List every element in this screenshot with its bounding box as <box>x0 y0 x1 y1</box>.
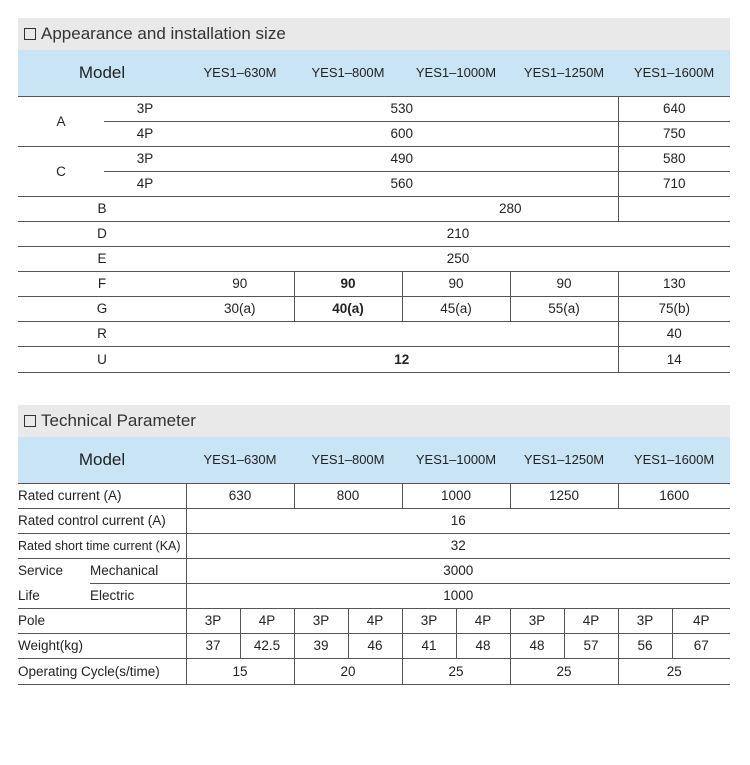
row-label-g: G <box>18 296 186 321</box>
value-cell: 4P <box>672 608 730 633</box>
value-cell: 280 <box>186 196 618 221</box>
value-cell: 640 <box>618 96 730 121</box>
table-row <box>18 196 730 221</box>
param-label: Life <box>18 583 90 608</box>
param-sublabel: Mechanical <box>90 558 186 583</box>
value-cell: 12 <box>186 346 618 372</box>
param-sublabel: Electric <box>90 583 186 608</box>
value-cell: 25 <box>618 658 730 684</box>
row-label-r: R <box>18 321 186 346</box>
row-label-u: U <box>18 346 186 372</box>
model-header: YES1–1600M <box>618 50 730 96</box>
table-row <box>18 96 730 121</box>
row-label-e: E <box>18 246 186 271</box>
value-cell: 210 <box>186 221 730 246</box>
model-header: YES1–1250M <box>510 50 618 96</box>
technical-table <box>18 437 730 685</box>
value-cell: 46 <box>348 633 402 658</box>
table-row <box>18 271 730 296</box>
value-cell: 530 <box>186 96 618 121</box>
value-cell: 4P <box>240 608 294 633</box>
value-cell: 250 <box>186 246 730 271</box>
section-title-text: Technical Parameter <box>41 411 196 430</box>
value-cell: 630 <box>186 483 294 508</box>
value-cell: 750 <box>618 121 730 146</box>
value-cell: 40 <box>618 321 730 346</box>
value-cell: 30(a) <box>186 296 294 321</box>
pole-4p: 4P <box>104 121 186 146</box>
model-header: YES1–800M <box>294 437 402 483</box>
value-cell: 57 <box>564 633 618 658</box>
model-header: YES1–800M <box>294 50 402 96</box>
value-cell: 37 <box>186 633 240 658</box>
value-cell: 32 <box>186 533 730 558</box>
pole-4p: 4P <box>104 171 186 196</box>
value-cell: 800 <box>294 483 402 508</box>
table-row <box>18 121 730 146</box>
table-row <box>18 296 730 321</box>
empty-cell <box>186 321 618 346</box>
value-cell: 1600 <box>618 483 730 508</box>
value-cell: 39 <box>294 633 348 658</box>
table-header-row <box>18 50 730 96</box>
value-cell: 75(b) <box>618 296 730 321</box>
param-label: Rated current (A) <box>18 483 186 508</box>
value-cell: 90 <box>294 271 402 296</box>
value-cell: 90 <box>186 271 294 296</box>
value-cell: 14 <box>618 346 730 372</box>
param-label: Service <box>18 563 64 579</box>
empty-cell <box>618 196 730 221</box>
table-row <box>18 608 730 633</box>
value-cell: 580 <box>618 146 730 171</box>
pole-3p: 3P <box>104 146 186 171</box>
table-row <box>18 146 730 171</box>
table-row <box>18 558 730 583</box>
value-cell: 560 <box>186 171 618 196</box>
model-label: Model <box>18 437 186 483</box>
param-label: Rated short time current (KA) <box>18 533 186 558</box>
value-cell: 67 <box>672 633 730 658</box>
param-label: Rated control current (A) <box>18 508 186 533</box>
table-row <box>18 658 730 684</box>
value-cell: 90 <box>510 271 618 296</box>
value-cell: 42.5 <box>240 633 294 658</box>
value-cell: 3P <box>618 608 672 633</box>
value-cell: 3P <box>402 608 456 633</box>
value-cell: 3P <box>186 608 240 633</box>
value-cell: 490 <box>186 146 618 171</box>
value-cell: 4P <box>456 608 510 633</box>
table-row <box>18 221 730 246</box>
param-label: Operating Cycle(s/time) <box>18 658 186 684</box>
row-label-b: B <box>18 196 186 221</box>
section-appearance-title <box>18 18 730 50</box>
row-label-a: A <box>18 96 104 146</box>
table-row <box>18 346 730 372</box>
model-header: YES1–630M <box>186 437 294 483</box>
pole-3p: 3P <box>104 96 186 121</box>
appearance-table <box>18 50 730 373</box>
checkbox-icon <box>24 28 36 40</box>
section-title-text: Appearance and installation size <box>41 24 286 43</box>
value-cell: 3P <box>294 608 348 633</box>
value-cell: 4P <box>564 608 618 633</box>
row-label-d: D <box>18 221 186 246</box>
row-label-f: F <box>18 271 186 296</box>
table-header-row <box>18 437 730 483</box>
section-technical-title <box>18 405 730 437</box>
model-header: YES1–1250M <box>510 437 618 483</box>
value-cell: 40(a) <box>294 296 402 321</box>
model-label: Model <box>18 50 186 96</box>
value-cell: 25 <box>402 658 510 684</box>
model-header: YES1–630M <box>186 50 294 96</box>
table-row <box>18 171 730 196</box>
table-row <box>18 246 730 271</box>
value-cell: 16 <box>186 508 730 533</box>
model-header: YES1–1000M <box>402 437 510 483</box>
param-label: Pole <box>18 608 186 633</box>
table-row <box>18 321 730 346</box>
value-cell: 600 <box>186 121 618 146</box>
value-cell: 48 <box>510 633 564 658</box>
param-label: Weight(kg) <box>18 633 186 658</box>
row-label-c: C <box>18 146 104 196</box>
table-row <box>18 508 730 533</box>
value-cell: 3P <box>510 608 564 633</box>
table-row <box>18 533 730 558</box>
value-cell: 710 <box>618 171 730 196</box>
table-row <box>18 633 730 658</box>
value-cell: 25 <box>510 658 618 684</box>
table-row <box>18 483 730 508</box>
checkbox-icon <box>24 415 36 427</box>
value-cell: 1000 <box>186 583 730 608</box>
value-cell: 20 <box>294 658 402 684</box>
value-cell: 48 <box>456 633 510 658</box>
model-header: YES1–1000M <box>402 50 510 96</box>
value-cell: 56 <box>618 633 672 658</box>
value-cell: 41 <box>402 633 456 658</box>
value-cell: 3000 <box>186 558 730 583</box>
value-cell: 4P <box>348 608 402 633</box>
value-cell: 1000 <box>402 483 510 508</box>
value-cell: 90 <box>402 271 510 296</box>
value-cell: 45(a) <box>402 296 510 321</box>
value-cell: 55(a) <box>510 296 618 321</box>
value-cell: 130 <box>618 271 730 296</box>
model-header: YES1–1600M <box>618 437 730 483</box>
value-cell: 15 <box>186 658 294 684</box>
value-cell: 1250 <box>510 483 618 508</box>
table-row <box>18 583 730 608</box>
